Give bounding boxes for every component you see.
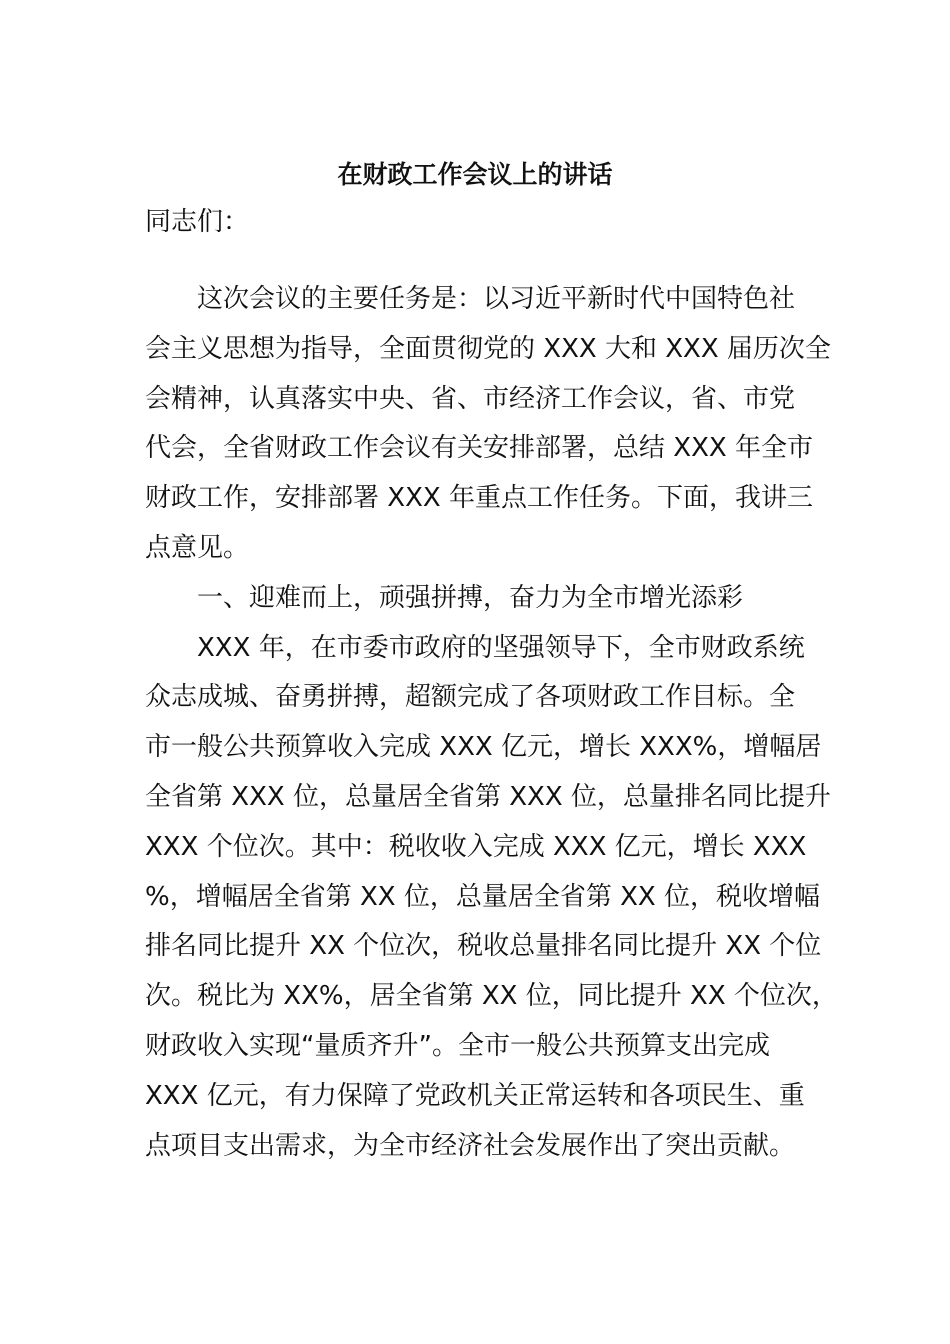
paragraph-line: 代会，全省财政工作会议有关安排部署，总结 XXX 年全市 — [145, 433, 813, 464]
section-heading: 一、迎难而上，顽强拼搏，奋力为全市增光添彩 — [197, 582, 744, 613]
paragraph-line: 会精神，认真落实中央、省、市经济工作会议，省、市党 — [145, 383, 796, 414]
paragraph-line: 市一般公共预算收入完成 XXX 亿元，增长 XXX%，增幅居 — [145, 732, 822, 763]
paragraph-line: 排名同比提升 XX 个位次，税收总量排名同比提升 XX 个位 — [145, 931, 822, 962]
paragraph-line: 次。税比为 XX%，居全省第 XX 位，同比提升 XX 个位次， — [145, 981, 838, 1012]
paragraph-line: XXX 亿元，有力保障了党政机关正常运转和各项民生、重 — [145, 1080, 805, 1111]
paragraph-line: 这次会议的主要任务是：以习近平新时代中国特色社 — [197, 284, 796, 314]
paragraph-line: XXX 个位次。其中：税收收入完成 XXX 亿元，增长 XXX — [145, 831, 807, 862]
section-paragraph — [145, 624, 905, 1172]
document-title: 在财政工作会议上的讲话 — [337, 160, 613, 189]
paragraph-line: %，增幅居全省第 XX 位，总量居全省第 XX 位，税收增幅 — [145, 881, 821, 912]
paragraph-line: 财政工作，安排部署 XXX 年重点工作任务。下面，我讲三 — [145, 483, 813, 514]
salutation: 同志们： — [145, 207, 250, 237]
paragraph-line: 众志成城、奋勇拼搏，超额完成了各项财政工作目标。全 — [145, 682, 796, 713]
paragraph-line: 会主义思想为指导，全面贯彻党的 XXX 大和 XXX 届历次全 — [145, 333, 831, 364]
paragraph-line: XXX 年，在市委市政府的坚强领导下，全市财政系统 — [197, 632, 805, 663]
intro-paragraph — [145, 275, 905, 574]
document-body — [145, 275, 905, 1171]
paragraph-line: 财政收入实现“量质齐升”。全市一般公共预算支出完成 — [145, 1030, 770, 1061]
paragraph-line: 全省第 XXX 位，总量居全省第 XXX 位，总量排名同比提升 — [145, 781, 831, 812]
paragraph-line: 点意见。 — [145, 532, 250, 563]
paragraph-line: 点项目支出需求，为全市经济社会发展作出了突出贡献。 — [145, 1130, 796, 1161]
